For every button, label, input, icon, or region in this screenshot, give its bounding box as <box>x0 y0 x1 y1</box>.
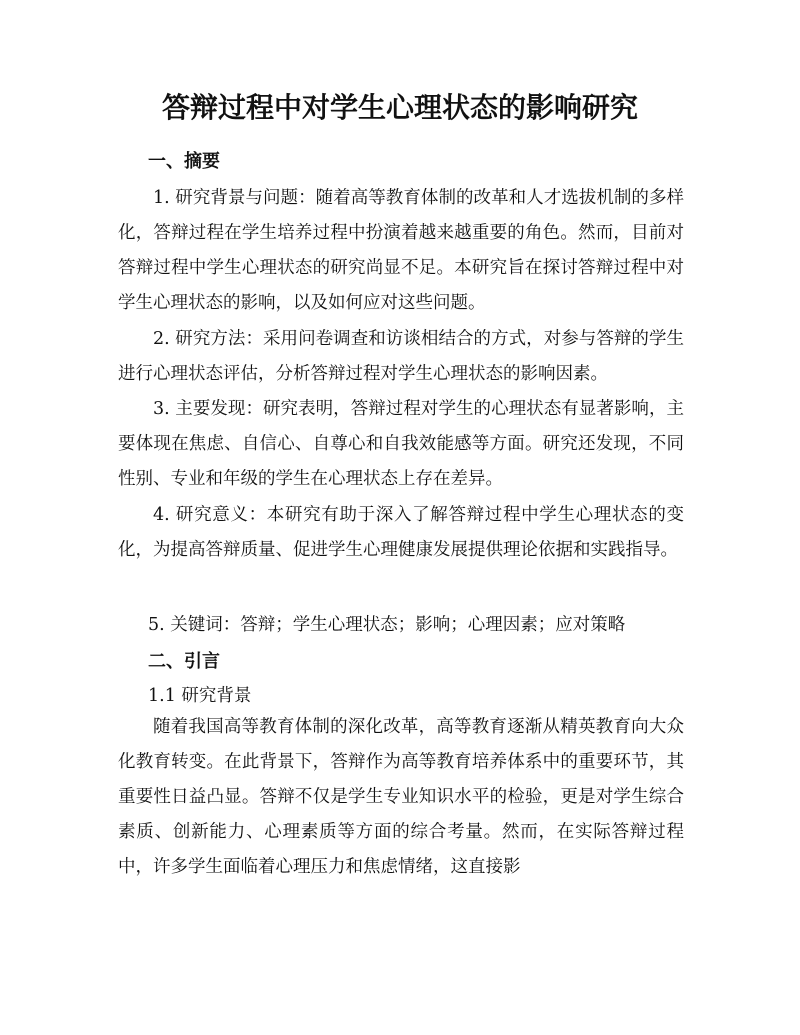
intro-paragraph: 随着我国高等教育体制的深化改革，高等教育逐渐从精英教育向大众化教育转变。在此背景下，答辩作为高等教育培养体系中的重要环节，其重要性日益凸显。答辩不仅是学生专业知识水平的检验，更是对学生综合素质、创新能力、心理素质等方面的综合考量。然而，在实际答辩过程中，许多学生面临着心理压力和焦虑情绪，这直接影 <box>118 717 684 877</box>
document-title: 答辩过程中对学生心理状态的影响研究 <box>161 91 638 124</box>
section-heading-introduction: 二、引言 <box>148 651 220 672</box>
abstract-item-3: 3. 主要发现：研究表明，答辩过程对学生的心理状态有显著影响，主要体现在焦虑、自信心、自尊心和自我效能感等方面。研究还发现，不同性别、专业和年级的学生在心理状态上存在差异。 <box>118 399 684 489</box>
abstract-item-2: 2. 研究方法：采用问卷调查和访谈相结合的方式，对参与答辩的学生进行心理状态评估，分析答辩过程对学生心理状态的影响因素。 <box>118 329 684 384</box>
abstract-item-1: 1. 研究背景与问题：随着高等教育体制的改革和人才选拔机制的多样化，答辩过程在学生培养过程中扮演着越来越重要的角色。然而，目前对答辩过程中学生心理状态的研究尚显不足。本研究旨在探讨答辩过程中对学生心理状态的影响，以及如何应对这些问题。 <box>118 188 684 313</box>
abstract-item-4: 4. 研究意义：本研究有助于深入了解答辩过程中学生心理状态的变化，为提高答辩质量、促进学生心理健康发展提供理论依据和实践指导。 <box>118 505 684 560</box>
keywords-line: 5. 关键词：答辩；学生心理状态；影响；心理因素；应对策略 <box>148 615 626 635</box>
section-heading-abstract: 一、摘要 <box>148 151 220 172</box>
subsection-heading-background: 1.1 研究背景 <box>148 686 252 706</box>
